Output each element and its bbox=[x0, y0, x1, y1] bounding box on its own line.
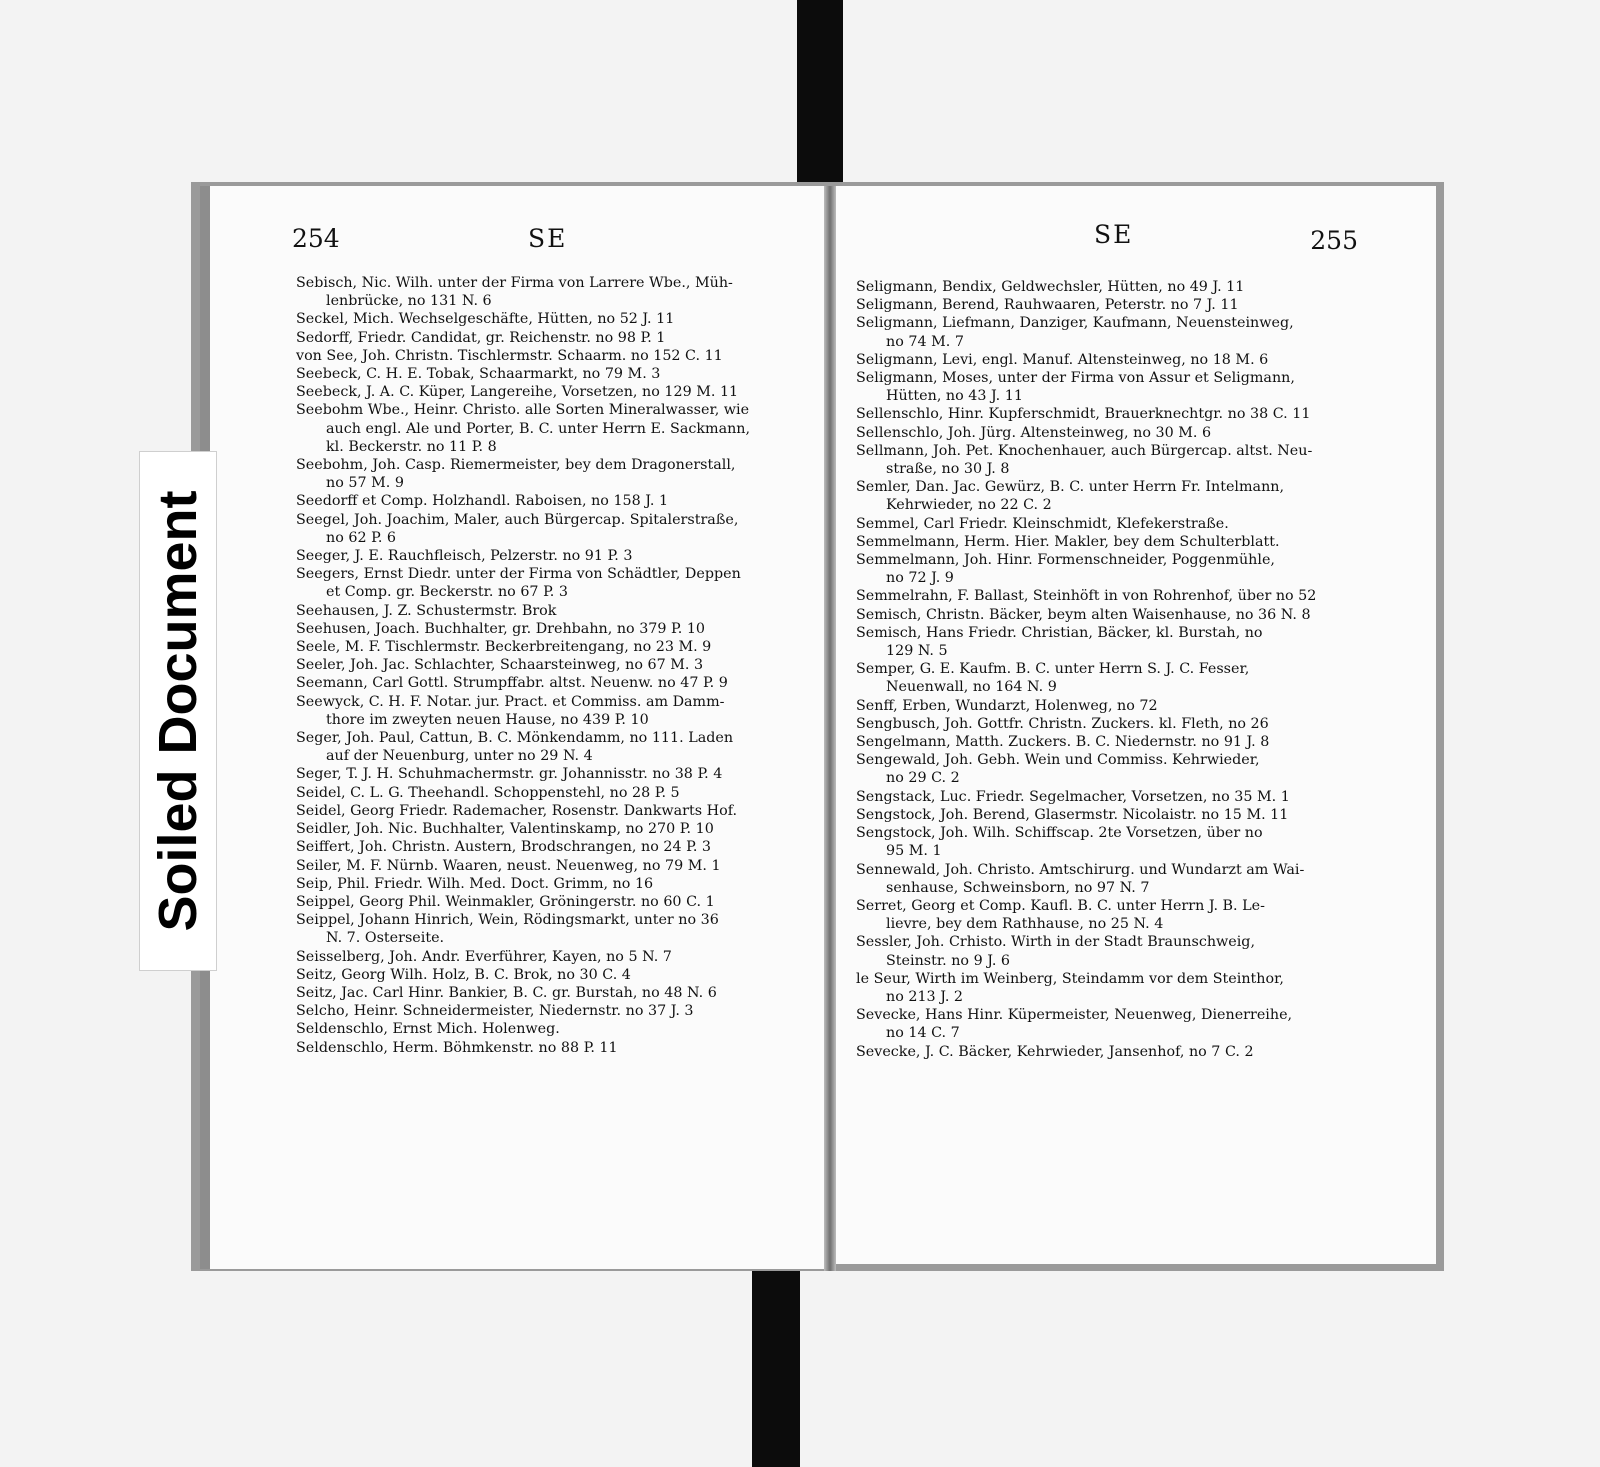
right-page-number: 255 bbox=[1310, 226, 1358, 255]
directory-entry bbox=[296, 620, 822, 638]
entry-line: Seger, T. J. H. Schuhmachermstr. gr. Johannisstr. no 38 P. 4 bbox=[296, 766, 723, 783]
entry-continuation-line: straße, no 30 J. 8 bbox=[886, 461, 1010, 478]
entry-line: Seligmann, Berend, Rauhwaaren, Peterstr. no 7 J. 11 bbox=[856, 297, 1239, 314]
entry-line: Sellmann, Joh. Pet. Knochenhauer, auch Bürgercap. altst. Neu- bbox=[856, 442, 1313, 459]
directory-entry bbox=[296, 565, 822, 601]
entry-line: Seeger, J. E. Rauchfleisch, Pelzerstr. no 91 P. 3 bbox=[296, 548, 633, 565]
directory-entry bbox=[856, 351, 1378, 369]
directory-entry bbox=[296, 656, 822, 674]
directory-entry bbox=[856, 933, 1378, 969]
directory-entry bbox=[856, 1006, 1378, 1042]
entry-line: Seebohm, Joh. Casp. Riemermeister, bey dem Dragonerstall, bbox=[296, 457, 736, 474]
directory-entry bbox=[856, 751, 1378, 787]
entry-line: Sessler, Joh. Crhisto. Wirth in der Stadt Braunschweig, bbox=[856, 934, 1255, 951]
directory-entry bbox=[296, 802, 822, 820]
entry-continuation-line: senhause, Schweinsborn, no 97 N. 7 bbox=[886, 879, 1150, 896]
directory-entry bbox=[856, 314, 1378, 350]
directory-entry bbox=[296, 729, 822, 765]
entry-continuation-line: no 57 M. 9 bbox=[326, 475, 404, 492]
directory-entry bbox=[296, 765, 822, 783]
directory-entry bbox=[856, 715, 1378, 733]
directory-entry bbox=[296, 857, 822, 875]
directory-entry bbox=[296, 456, 822, 492]
entry-continuation-line: no 62 P. 6 bbox=[326, 529, 397, 546]
entry-line: Semper, G. E. Kaufm. B. C. unter Herrn S. J. C. Fesser, bbox=[856, 661, 1250, 678]
directory-entry bbox=[296, 274, 822, 310]
entry-continuation-line: Hütten, no 43 J. 11 bbox=[886, 388, 1023, 405]
entry-line: Sevecke, Hans Hinr. Küpermeister, Neuenweg, Dienerreihe, bbox=[856, 1007, 1293, 1024]
entry-line: Semmel, Carl Friedr. Kleinschmidt, Klefekerstraße. bbox=[856, 515, 1229, 532]
entry-line: Seiler, M. F. Nürnb. Waaren, neust. Neuenweg, no 79 M. 1 bbox=[296, 857, 721, 874]
entry-line: Seele, M. F. Tischlermstr. Beckerbreitengang, no 23 M. 9 bbox=[296, 639, 712, 656]
entry-continuation-line: et Comp. gr. Beckerstr. no 67 P. 3 bbox=[326, 584, 568, 601]
directory-entry bbox=[296, 383, 822, 401]
left-page bbox=[200, 186, 834, 1269]
directory-entry bbox=[296, 1039, 822, 1057]
entry-line: Seedorff et Comp. Holzhandl. Raboisen, no 158 J. 1 bbox=[296, 493, 669, 510]
entry-line: Sevecke, J. C. Bäcker, Kehrwieder, Jansenhof, no 7 C. 2 bbox=[856, 1043, 1254, 1060]
entry-line: Seldenschlo, Herm. Böhmkenstr. no 88 P. 11 bbox=[296, 1039, 618, 1056]
entry-line: Seligmann, Liefmann, Danziger, Kaufmann, Neuensteinweg, bbox=[856, 315, 1294, 332]
entry-continuation-line: no 29 C. 2 bbox=[886, 770, 960, 787]
entry-continuation-line: thore im zweyten neuen Hause, no 439 P. 10 bbox=[326, 711, 649, 728]
entry-line: Seebeck, J. A. C. Küper, Langereihe, Vorsetzen, no 129 M. 11 bbox=[296, 384, 739, 401]
directory-entry bbox=[856, 733, 1378, 751]
directory-entry bbox=[296, 693, 822, 729]
directory-entry bbox=[856, 806, 1378, 824]
left-entry-list bbox=[296, 274, 822, 1057]
entry-line: Seeler, Joh. Jac. Schlachter, Schaarsteinweg, no 67 M. 3 bbox=[296, 657, 704, 674]
entry-continuation-line: kl. Beckerstr. no 11 P. 8 bbox=[326, 438, 497, 455]
entry-line: Sengstock, Joh. Wilh. Schiffscap. 2te Vorsetzen, über no bbox=[856, 825, 1263, 842]
entry-line: Sengbusch, Joh. Gottfr. Christn. Zuckers. kl. Fleth, no 26 bbox=[856, 715, 1269, 732]
entry-line: Seidel, Georg Friedr. Rademacher, Rosenstr. Dankwarts Hof. bbox=[296, 802, 738, 819]
directory-entry bbox=[296, 310, 822, 328]
directory-entry bbox=[296, 984, 822, 1002]
directory-entry bbox=[296, 492, 822, 510]
directory-entry bbox=[296, 547, 822, 565]
directory-entry bbox=[296, 401, 822, 456]
entry-line: Seegel, Joh. Joachim, Maler, auch Bürgercap. Spitalerstraße, bbox=[296, 511, 739, 528]
entry-line: Sengstack, Luc. Friedr. Segelmacher, Vorsetzen, no 35 M. 1 bbox=[856, 788, 1290, 805]
entry-line: Sellenschlo, Joh. Jürg. Altensteinweg, no 30 M. 6 bbox=[856, 424, 1212, 441]
entry-continuation-line: 129 N. 5 bbox=[886, 643, 948, 660]
entry-line: Semisch, Christn. Bäcker, beym alten Waisenhause, no 36 N. 8 bbox=[856, 606, 1311, 623]
directory-entry bbox=[296, 1002, 822, 1020]
directory-entry bbox=[856, 424, 1378, 442]
directory-entry bbox=[296, 511, 822, 547]
directory-entry bbox=[296, 838, 822, 856]
entry-line: Seidel, C. L. G. Theehandl. Schoppenstehl, no 28 P. 5 bbox=[296, 784, 680, 801]
entry-line: Seger, Joh. Paul, Cattun, B. C. Mönkendamm, no 111. Laden bbox=[296, 730, 734, 747]
directory-entry bbox=[856, 369, 1378, 405]
entry-line: Seitz, Jac. Carl Hinr. Bankier, B. C. gr. Burstah, no 48 N. 6 bbox=[296, 984, 717, 1001]
directory-entry bbox=[856, 970, 1378, 1006]
entry-line: Seewyck, C. H. F. Notar. jur. Pract. et Commiss. am Damm- bbox=[296, 693, 725, 710]
directory-entry bbox=[856, 788, 1378, 806]
directory-entry bbox=[296, 674, 822, 692]
right-entry-list bbox=[856, 278, 1378, 1061]
directory-entry bbox=[856, 1043, 1378, 1061]
directory-entry bbox=[856, 897, 1378, 933]
entry-line: Seippel, Johann Hinrich, Wein, Rödingsmarkt, unter no 36 bbox=[296, 912, 719, 929]
entry-line: Seligmann, Levi, engl. Manuf. Altensteinweg, no 18 M. 6 bbox=[856, 351, 1269, 368]
directory-entry bbox=[856, 824, 1378, 860]
entry-continuation-line: lenbrücke, no 131 N. 6 bbox=[326, 293, 492, 310]
directory-entry bbox=[296, 602, 822, 620]
directory-entry bbox=[856, 697, 1378, 715]
entry-continuation-line: no 74 M. 7 bbox=[886, 333, 964, 350]
entry-line: Seligmann, Moses, unter der Firma von Assur et Seligmann, bbox=[856, 370, 1295, 387]
directory-entry bbox=[296, 329, 822, 347]
directory-entry bbox=[296, 966, 822, 984]
entry-line: Sennewald, Joh. Christo. Amtschirurg. und Wundarzt am Wai- bbox=[856, 861, 1305, 878]
entry-continuation-line: auch engl. Ale und Porter, B. C. unter Herrn E. Sackmann, bbox=[326, 420, 751, 437]
entry-line: Seiffert, Joh. Christn. Austern, Brodschrangen, no 24 P. 3 bbox=[296, 839, 712, 856]
entry-line: Seisselberg, Joh. Andr. Everführer, Kayen, no 5 N. 7 bbox=[296, 948, 672, 965]
entry-continuation-line: no 14 C. 7 bbox=[886, 1025, 960, 1042]
entry-line: Seehusen, Joach. Buchhalter, gr. Drehbahn, no 379 P. 10 bbox=[296, 620, 706, 637]
entry-line: Seippel, Georg Phil. Weinmakler, Gröningerstr. no 60 C. 1 bbox=[296, 893, 715, 910]
entry-line: Seidler, Joh. Nic. Buchhalter, Valentinskamp, no 270 P. 10 bbox=[296, 821, 714, 838]
entry-line: Seip, Phil. Friedr. Wilh. Med. Doct. Grimm, no 16 bbox=[296, 875, 654, 892]
entry-line: Sengelmann, Matth. Zuckers. B. C. Niedernstr. no 91 J. 8 bbox=[856, 734, 1270, 751]
entry-line: Selcho, Heinr. Schneidermeister, Niedernstr. no 37 J. 3 bbox=[296, 1003, 694, 1020]
entry-continuation-line: N. 7. Osterseite. bbox=[326, 930, 445, 947]
entry-line: Seehausen, J. Z. Schustermstr. Brok bbox=[296, 602, 557, 619]
directory-entry bbox=[856, 515, 1378, 533]
directory-entry bbox=[856, 624, 1378, 660]
entry-line: Seitz, Georg Wilh. Holz, B. C. Brok, no 30 C. 4 bbox=[296, 966, 631, 983]
entry-line: Sellenschlo, Hinr. Kupferschmidt, Brauerknechtgr. no 38 C. 11 bbox=[856, 406, 1311, 423]
entry-continuation-line: Kehrwieder, no 22 C. 2 bbox=[886, 497, 1052, 514]
entry-continuation-line: auf der Neuenburg, unter no 29 N. 4 bbox=[326, 748, 593, 765]
entry-continuation-line: no 213 J. 2 bbox=[886, 988, 963, 1005]
entry-line: Sengstock, Joh. Berend, Glasermstr. Nicolaistr. no 15 M. 11 bbox=[856, 806, 1289, 823]
book-gutter bbox=[824, 186, 836, 1271]
entry-line: Sedorff, Friedr. Candidat, gr. Reichenstr. no 98 P. 1 bbox=[296, 329, 666, 346]
directory-entry bbox=[296, 638, 822, 656]
right-page-header: SE bbox=[1094, 220, 1134, 249]
entry-continuation-line: Steinstr. no 9 J. 6 bbox=[886, 952, 1011, 969]
directory-entry bbox=[856, 587, 1378, 605]
entry-line: Semmelmann, Joh. Hinr. Formenschneider, Poggenmühle, bbox=[856, 552, 1275, 569]
directory-entry bbox=[856, 405, 1378, 423]
right-page bbox=[836, 186, 1439, 1264]
directory-entry bbox=[856, 533, 1378, 551]
entry-line: von See, Joh. Christn. Tischlermstr. Schaarm. no 152 C. 11 bbox=[296, 347, 723, 364]
directory-entry bbox=[296, 784, 822, 802]
entry-line: Seldenschlo, Ernst Mich. Holenweg. bbox=[296, 1021, 560, 1038]
directory-entry bbox=[296, 893, 822, 911]
directory-entry bbox=[856, 478, 1378, 514]
directory-entry bbox=[856, 442, 1378, 478]
directory-entry bbox=[856, 606, 1378, 624]
entry-line: Seemann, Carl Gottl. Strumpffabr. altst. Neuenw. no 47 P. 9 bbox=[296, 675, 728, 692]
entry-line: Seebohm Wbe., Heinr. Christo. alle Sorten Mineralwasser, wie bbox=[296, 402, 750, 419]
directory-entry bbox=[296, 911, 822, 947]
left-page-header: SE bbox=[528, 224, 568, 253]
directory-entry bbox=[856, 296, 1378, 314]
entry-continuation-line: lievre, bey dem Rathhause, no 25 N. 4 bbox=[886, 916, 1164, 933]
directory-entry bbox=[856, 861, 1378, 897]
bottom-binding-strip bbox=[752, 1268, 800, 1467]
directory-entry bbox=[296, 347, 822, 365]
left-page-number: 254 bbox=[292, 224, 340, 253]
directory-entry bbox=[856, 551, 1378, 587]
entry-line: Semisch, Hans Friedr. Christian, Bäcker, kl. Burstah, no bbox=[856, 624, 1263, 641]
directory-entry bbox=[296, 365, 822, 383]
entry-line: le Seur, Wirth im Weinberg, Steindamm vor dem Steinthor, bbox=[856, 970, 1284, 987]
directory-entry bbox=[296, 948, 822, 966]
directory-entry bbox=[296, 820, 822, 838]
badge-label: Soiled Document bbox=[148, 490, 208, 932]
entry-line: Sebisch, Nic. Wilh. unter der Firma von Larrere Wbe., Müh- bbox=[296, 275, 733, 291]
directory-entry bbox=[296, 875, 822, 893]
entry-continuation-line: no 72 J. 9 bbox=[886, 570, 954, 587]
entry-line: Semmelrahn, F. Ballast, Steinhöft in von Rohrenhof, über no 52 bbox=[856, 588, 1317, 605]
soiled-document-badge bbox=[139, 451, 217, 971]
entry-line: Senff, Erben, Wundarzt, Holenweg, no 72 bbox=[856, 697, 1158, 714]
directory-entry bbox=[856, 278, 1378, 296]
entry-continuation-line: 95 M. 1 bbox=[886, 843, 942, 860]
entry-line: Semmelmann, Herm. Hier. Makler, bey dem Schulterblatt. bbox=[856, 533, 1280, 550]
entry-line: Seegers, Ernst Diedr. unter der Firma von Schädtler, Deppen bbox=[296, 566, 741, 583]
directory-entry bbox=[296, 1020, 822, 1038]
directory-entry bbox=[856, 660, 1378, 696]
entry-line: Semler, Dan. Jac. Gewürz, B. C. unter Herrn Fr. Intelmann, bbox=[856, 479, 1285, 496]
top-binding-strip bbox=[797, 0, 843, 186]
entry-continuation-line: Neuenwall, no 164 N. 9 bbox=[886, 679, 1057, 696]
entry-line: Serret, Georg et Comp. Kaufl. B. C. unter Herrn J. B. Le- bbox=[856, 897, 1265, 914]
entry-line: Seligmann, Bendix, Geldwechsler, Hütten, no 49 J. 11 bbox=[856, 279, 1245, 295]
entry-line: Seebeck, C. H. E. Tobak, Schaarmarkt, no 79 M. 3 bbox=[296, 366, 661, 383]
entry-line: Seckel, Mich. Wechselgeschäfte, Hütten, no 52 J. 11 bbox=[296, 311, 675, 328]
entry-line: Sengewald, Joh. Gebh. Wein und Commiss. Kehrwieder, bbox=[856, 752, 1260, 769]
